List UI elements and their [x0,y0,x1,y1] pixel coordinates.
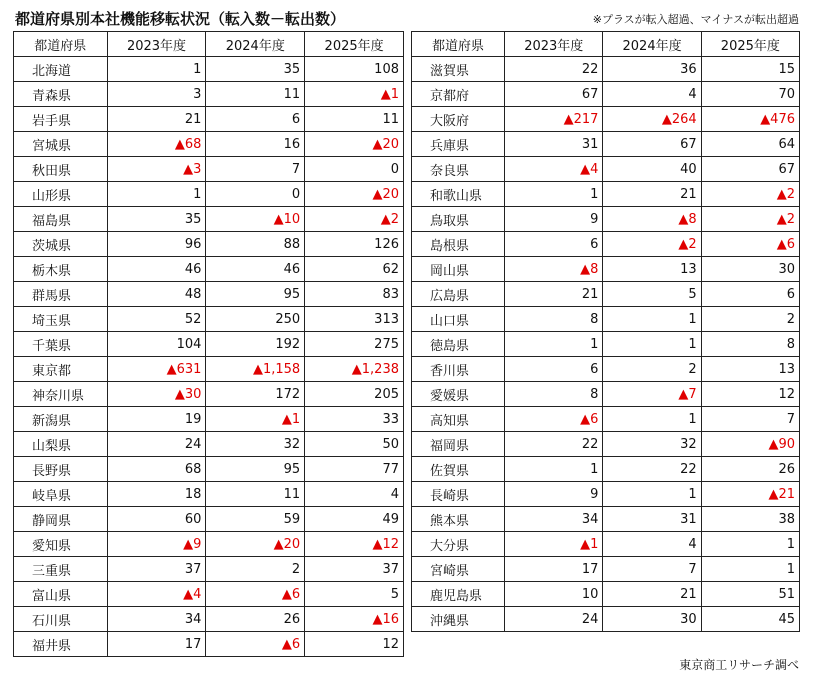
value-cell-fy2024: ▲1 [206,407,305,432]
prefecture-cell: 山口県 [412,307,505,332]
table-row [14,257,404,282]
value-cell-fy2025: 70 [701,82,799,107]
value-cell-fy2023: ▲30 [107,382,206,407]
value-cell-fy2024: 4 [603,82,701,107]
value-cell-fy2024: 21 [603,582,701,607]
value-cell-fy2025: ▲1,238 [305,357,404,382]
table-row [14,407,404,432]
prefecture-cell: 群馬県 [14,282,108,307]
value-cell-fy2024: 4 [603,532,701,557]
value-cell-fy2024: 6 [206,107,305,132]
prefecture-cell: 埼玉県 [14,307,108,332]
value-cell-fy2025: 51 [701,582,799,607]
value-cell-fy2023: ▲631 [107,357,206,382]
value-cell-fy2025: ▲1 [305,82,404,107]
value-cell-fy2024: ▲6 [206,582,305,607]
prefecture-cell: 香川県 [412,357,505,382]
value-cell-fy2023: ▲9 [107,532,206,557]
prefecture-cell: 石川県 [14,607,108,632]
prefecture-cell: 福井県 [14,632,108,657]
table-row [412,307,800,332]
value-cell-fy2025: 2 [701,307,799,332]
value-cell-fy2025: 12 [305,632,404,657]
value-cell-fy2024: ▲6 [206,632,305,657]
table-row [14,532,404,557]
value-cell-fy2024: 95 [206,457,305,482]
value-cell-fy2024: 11 [206,482,305,507]
value-cell-fy2023: 8 [505,382,603,407]
table-row [412,432,800,457]
value-cell-fy2024: 67 [603,132,701,157]
table-row [14,482,404,507]
value-cell-fy2025: 33 [305,407,404,432]
value-cell-fy2025: 1 [701,557,799,582]
value-cell-fy2025: 49 [305,507,404,532]
value-cell-fy2025: 15 [701,57,799,82]
prefecture-cell: 山形県 [14,182,108,207]
value-cell-fy2023: 46 [107,257,206,282]
value-cell-fy2023: 96 [107,232,206,257]
prefecture-cell: 岐阜県 [14,482,108,507]
value-cell-fy2025: 313 [305,307,404,332]
value-cell-fy2023: 1 [107,57,206,82]
value-cell-fy2023: ▲8 [505,257,603,282]
prefecture-cell: 北海道 [14,57,108,82]
prefecture-cell: 大分県 [412,532,505,557]
table-row [412,207,800,232]
value-cell-fy2023: 24 [505,607,603,632]
value-cell-fy2024: 32 [206,432,305,457]
prefecture-cell: 栃木県 [14,257,108,282]
table-row [14,357,404,382]
table-row [14,582,404,607]
table-row [14,157,404,182]
value-cell-fy2023: 1 [505,457,603,482]
value-cell-fy2025: ▲20 [305,132,404,157]
prefecture-cell: 岡山県 [412,257,505,282]
prefecture-cell: 福岡県 [412,432,505,457]
value-cell-fy2025: 26 [701,457,799,482]
table-row [412,532,800,557]
value-cell-fy2024: 5 [603,282,701,307]
value-cell-fy2025: ▲2 [305,207,404,232]
value-cell-fy2023: 34 [107,607,206,632]
header-fy2024: 2024年度 [206,32,305,57]
header-row [412,32,800,57]
value-cell-fy2025: ▲16 [305,607,404,632]
value-cell-fy2023: 8 [505,307,603,332]
value-cell-fy2025: 13 [701,357,799,382]
table-row [412,57,800,82]
prefecture-cell: 東京都 [14,357,108,382]
header-row [14,32,404,57]
value-cell-fy2024: ▲264 [603,107,701,132]
prefecture-table-left [13,31,404,657]
header-fy2025: 2025年度 [701,32,799,57]
table-row [412,282,800,307]
value-cell-fy2025: 64 [701,132,799,157]
value-cell-fy2024: 172 [206,382,305,407]
value-cell-fy2023: 34 [505,507,603,532]
table-row [14,107,404,132]
value-cell-fy2024: 11 [206,82,305,107]
value-cell-fy2024: 26 [206,607,305,632]
prefecture-cell: 富山県 [14,582,108,607]
value-cell-fy2023: 10 [505,582,603,607]
table-row [14,182,404,207]
value-cell-fy2025: ▲476 [701,107,799,132]
value-cell-fy2025: 7 [701,407,799,432]
prefecture-cell: 滋賀県 [412,57,505,82]
prefecture-cell: 愛知県 [14,532,108,557]
value-cell-fy2023: 104 [107,332,206,357]
prefecture-cell: 福島県 [14,207,108,232]
page-title: 都道府県別本社機能移転状況（転入数－転出数） [15,10,346,28]
value-cell-fy2023: 37 [107,557,206,582]
table-row [412,182,800,207]
value-cell-fy2023: 31 [505,132,603,157]
value-cell-fy2024: 192 [206,332,305,357]
table-row [412,107,800,132]
value-cell-fy2025: 108 [305,57,404,82]
table-row [14,457,404,482]
value-cell-fy2023: 6 [505,357,603,382]
header-prefecture: 都道府県 [412,32,505,57]
value-cell-fy2023: 60 [107,507,206,532]
value-cell-fy2024: 13 [603,257,701,282]
header-fy2025: 2025年度 [305,32,404,57]
value-cell-fy2023: 3 [107,82,206,107]
value-cell-fy2025: 126 [305,232,404,257]
table-row [412,507,800,532]
value-cell-fy2024: 30 [603,607,701,632]
source-credit: 東京商工リサーチ調べ [679,658,799,672]
value-cell-fy2024: 2 [603,357,701,382]
prefecture-cell: 和歌山県 [412,182,505,207]
table-row [412,357,800,382]
prefecture-cell: 茨城県 [14,232,108,257]
value-cell-fy2023: 9 [505,207,603,232]
value-cell-fy2023: 21 [505,282,603,307]
prefecture-cell: 宮崎県 [412,557,505,582]
value-cell-fy2023: 24 [107,432,206,457]
value-cell-fy2024: 250 [206,307,305,332]
prefecture-cell: 大阪府 [412,107,505,132]
prefecture-table-right [411,31,800,632]
value-cell-fy2025: ▲12 [305,532,404,557]
value-cell-fy2023: 1 [505,332,603,357]
table-row [412,257,800,282]
table-row [412,582,800,607]
value-cell-fy2025: 77 [305,457,404,482]
prefecture-cell: 青森県 [14,82,108,107]
value-cell-fy2023: 21 [107,107,206,132]
value-cell-fy2023: ▲68 [107,132,206,157]
value-cell-fy2024: ▲7 [603,382,701,407]
table-row [412,607,800,632]
prefecture-cell: 新潟県 [14,407,108,432]
prefecture-cell: 兵庫県 [412,132,505,157]
prefecture-cell: 山梨県 [14,432,108,457]
value-cell-fy2025: 205 [305,382,404,407]
prefecture-cell: 島根県 [412,232,505,257]
value-cell-fy2023: 17 [505,557,603,582]
value-cell-fy2023: 19 [107,407,206,432]
value-cell-fy2023: 35 [107,207,206,232]
table-row [412,82,800,107]
value-cell-fy2025: 37 [305,557,404,582]
header-fy2024: 2024年度 [603,32,701,57]
header-fy2023: 2023年度 [505,32,603,57]
value-cell-fy2025: ▲2 [701,207,799,232]
value-cell-fy2023: ▲3 [107,157,206,182]
table-row [412,457,800,482]
value-cell-fy2023: ▲4 [505,157,603,182]
value-cell-fy2025: 50 [305,432,404,457]
prefecture-cell: 京都府 [412,82,505,107]
prefecture-cell: 高知県 [412,407,505,432]
table-row [412,332,800,357]
prefecture-cell: 広島県 [412,282,505,307]
table-row [14,382,404,407]
table-row [14,632,404,657]
value-cell-fy2024: 1 [603,407,701,432]
value-cell-fy2025: ▲21 [701,482,799,507]
value-cell-fy2023: 1 [107,182,206,207]
value-cell-fy2023: 68 [107,457,206,482]
value-cell-fy2025: 6 [701,282,799,307]
value-cell-fy2024: 32 [603,432,701,457]
value-cell-fy2024: 21 [603,182,701,207]
prefecture-cell: 鹿児島県 [412,582,505,607]
value-cell-fy2025: ▲6 [701,232,799,257]
value-cell-fy2025: ▲2 [701,182,799,207]
table-row [412,132,800,157]
prefecture-cell: 沖縄県 [412,607,505,632]
prefecture-cell: 三重県 [14,557,108,582]
table-row [14,82,404,107]
table-row [412,157,800,182]
value-cell-fy2024: 0 [206,182,305,207]
table-row [14,432,404,457]
value-cell-fy2023: 6 [505,232,603,257]
table-row [412,382,800,407]
value-cell-fy2024: 1 [603,482,701,507]
value-cell-fy2024: 95 [206,282,305,307]
table-row [412,407,800,432]
value-cell-fy2025: 8 [701,332,799,357]
value-cell-fy2025: ▲90 [701,432,799,457]
prefecture-cell: 岩手県 [14,107,108,132]
value-cell-fy2024: 1 [603,332,701,357]
value-cell-fy2025: 12 [701,382,799,407]
value-cell-fy2025: 67 [701,157,799,182]
value-cell-fy2025: 62 [305,257,404,282]
value-cell-fy2025: 45 [701,607,799,632]
value-cell-fy2023: 22 [505,432,603,457]
prefecture-cell: 熊本県 [412,507,505,532]
value-cell-fy2024: 46 [206,257,305,282]
table-row [412,482,800,507]
table-row [14,57,404,82]
value-cell-fy2024: 16 [206,132,305,157]
value-cell-fy2023: ▲217 [505,107,603,132]
value-cell-fy2024: 1 [603,307,701,332]
value-cell-fy2024: 35 [206,57,305,82]
prefecture-cell: 鳥取県 [412,207,505,232]
value-cell-fy2024: 40 [603,157,701,182]
value-cell-fy2025: 30 [701,257,799,282]
prefecture-cell: 千葉県 [14,332,108,357]
table-row [14,207,404,232]
prefecture-cell: 長崎県 [412,482,505,507]
value-cell-fy2024: 22 [603,457,701,482]
value-cell-fy2024: 7 [603,557,701,582]
value-cell-fy2024: 7 [206,157,305,182]
prefecture-cell: 長野県 [14,457,108,482]
value-cell-fy2023: 1 [505,182,603,207]
legend-note: ※プラスが転入超過、マイナスが転出超過 [592,13,799,26]
header-fy2023: 2023年度 [107,32,206,57]
value-cell-fy2024: ▲8 [603,207,701,232]
prefecture-cell: 徳島県 [412,332,505,357]
value-cell-fy2024: ▲2 [603,232,701,257]
value-cell-fy2024: 59 [206,507,305,532]
prefecture-cell: 秋田県 [14,157,108,182]
value-cell-fy2024: 31 [603,507,701,532]
table-row [14,507,404,532]
value-cell-fy2024: 88 [206,232,305,257]
value-cell-fy2023: ▲4 [107,582,206,607]
table-row [14,132,404,157]
table-row [412,232,800,257]
value-cell-fy2024: ▲20 [206,532,305,557]
value-cell-fy2024: 36 [603,57,701,82]
value-cell-fy2025: 0 [305,157,404,182]
table-row [14,282,404,307]
table-row [14,332,404,357]
value-cell-fy2023: 48 [107,282,206,307]
value-cell-fy2024: ▲10 [206,207,305,232]
prefecture-cell: 佐賀県 [412,457,505,482]
value-cell-fy2023: ▲6 [505,407,603,432]
prefecture-cell: 奈良県 [412,157,505,182]
table-row [412,557,800,582]
value-cell-fy2023: 67 [505,82,603,107]
prefecture-cell: 静岡県 [14,507,108,532]
value-cell-fy2024: 2 [206,557,305,582]
table-row [14,307,404,332]
value-cell-fy2025: 11 [305,107,404,132]
value-cell-fy2023: 18 [107,482,206,507]
header-prefecture: 都道府県 [14,32,108,57]
value-cell-fy2025: 275 [305,332,404,357]
value-cell-fy2023: 22 [505,57,603,82]
value-cell-fy2025: 38 [701,507,799,532]
prefecture-cell: 宮城県 [14,132,108,157]
value-cell-fy2025: ▲20 [305,182,404,207]
value-cell-fy2025: 1 [701,532,799,557]
value-cell-fy2025: 83 [305,282,404,307]
prefecture-cell: 愛媛県 [412,382,505,407]
value-cell-fy2023: ▲1 [505,532,603,557]
value-cell-fy2023: 9 [505,482,603,507]
value-cell-fy2024: ▲1,158 [206,357,305,382]
value-cell-fy2023: 52 [107,307,206,332]
table-row [14,557,404,582]
prefecture-cell: 神奈川県 [14,382,108,407]
table-row [14,232,404,257]
table-row [14,607,404,632]
value-cell-fy2023: 17 [107,632,206,657]
value-cell-fy2025: 5 [305,582,404,607]
value-cell-fy2025: 4 [305,482,404,507]
